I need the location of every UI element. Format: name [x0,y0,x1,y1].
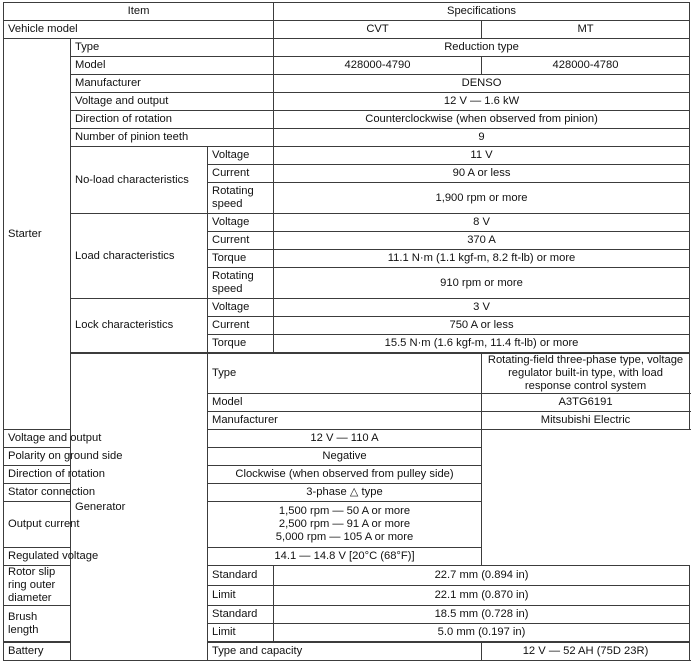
slip-ring-standard-label: Standard [208,566,274,586]
generator-type-value: Rotating-field three-phase type, voltage regulator built-in type, with load response control system [482,353,690,394]
generator-output-current-value [208,502,482,548]
starter-manufacturer-label: Manufacturer [71,75,274,93]
brush-standard-label: Standard [208,606,274,624]
starter-pinion-label: Number of pinion teeth [71,129,274,147]
generator-regulated-voltage-label: Regulated voltage [4,548,208,566]
generator-rotation-label: Direction of rotation [4,466,208,484]
starter-type-row [4,39,690,57]
noload-voltage-label: Voltage [208,147,274,165]
noload-current-label: Current [208,165,274,183]
lock-current-label: Current [208,317,274,335]
generator-polarity-row [4,448,690,466]
vehicle-model-cvt: CVT [274,21,482,39]
header-row [4,3,690,21]
generator-voltage-output-value: 12 V — 110 A [208,430,482,448]
generator-model-label: Model [208,394,482,412]
noload-voltage-value: 11 V [274,147,690,165]
starter-manufacturer-row [4,75,690,93]
header-item: Item [4,3,274,21]
header-specifications: Specifications [274,3,690,21]
load-current-label: Current [208,232,274,250]
generator-stator-label: Stator connection [4,484,208,502]
generator-voltage-output-label: Voltage and output [4,430,208,448]
generator-stator-value: 3-phase △ type [208,484,482,502]
starter-rotation-row [4,111,690,129]
noload-current-value: 90 A or less [274,165,690,183]
brush-limit-value: 5.0 mm (0.197 in) [274,624,690,643]
starter-pinion-row [4,129,690,147]
starter-model-mt: 428000-4780 [482,57,690,75]
generator-manufacturer-label: Manufacturer [208,412,482,430]
vehicle-model-label: Vehicle model [4,21,274,39]
output-current-line-3: 5,000 rpm — 105 A or more [275,531,414,543]
starter-rotation-value: Counterclockwise (when observed from pinion) [274,111,690,129]
starter-model-row [4,57,690,75]
generator-rotation-value: Clockwise (when observed from pulley side) [208,466,482,484]
starter-voltage-output-label: Voltage and output [71,93,274,111]
brush-standard-value: 18.5 mm (0.728 in) [274,606,690,624]
starter-rotation-label: Direction of rotation [71,111,274,129]
load-label: Load characteristics [71,214,208,299]
slip-ring-standard-value: 22.7 mm (0.894 in) [274,566,690,586]
generator-type-label: Type [208,353,482,394]
slip-ring-limit-label: Limit [208,586,274,606]
load-speed-label: Rotating speed [208,268,274,299]
starter-section-label: Starter [4,39,71,430]
starter-manufacturer-value: DENSO [274,75,690,93]
output-current-line-2: 2,500 rpm — 91 A or more [278,518,411,530]
lock-voltage-row [4,299,690,317]
load-voltage-row [4,214,690,232]
lock-current-value: 750 A or less [274,317,690,335]
generator-output-current-label: Output current [4,502,208,548]
lock-voltage-label: Voltage [208,299,274,317]
load-voltage-value: 8 V [274,214,690,232]
lock-label: Lock characteristics [71,299,208,354]
starter-model-cvt: 428000-4790 [274,57,482,75]
brush-label: Brush length [4,606,71,643]
vehicle-model-row [4,21,690,39]
slip-ring-limit-value: 22.1 mm (0.870 in) [274,586,690,606]
starter-voltage-output-value: 12 V — 1.6 kW [274,93,690,111]
generator-regulated-voltage-value: 14.1 — 14.8 V [20°C (68°F)] [208,548,482,566]
vehicle-model-mt: MT [482,21,690,39]
generator-voltage-output-row [4,430,690,448]
lock-voltage-value: 3 V [274,299,690,317]
noload-speed-label: Rotating speed [208,183,274,214]
load-voltage-label: Voltage [208,214,274,232]
output-current-line-1: 1,500 rpm — 50 A or more [278,505,411,517]
lock-torque-label: Torque [208,335,274,354]
brush-limit-label: Limit [208,624,274,643]
lock-torque-value: 15.5 N·m (1.6 kgf-m, 11.4 ft-lb) or more [274,335,690,354]
starter-pinion-value: 9 [274,129,690,147]
slip-ring-label: Rotor slip ring outer diameter [4,566,71,606]
starter-type-value: Reduction type [274,39,690,57]
generator-model-value: A3TG6191 [482,394,690,412]
generator-stator-row [4,484,690,502]
battery-type-label: Type and capacity [208,642,482,661]
load-speed-value: 910 rpm or more [274,268,690,299]
starter-type-label: Type [71,39,274,57]
generator-manufacturer-value: Mitsubishi Electric [482,412,690,430]
load-current-value: 370 A [274,232,690,250]
generator-type-row [4,353,690,394]
load-torque-label: Torque [208,250,274,268]
starter-model-label: Model [71,57,274,75]
battery-type-value: 12 V — 52 AH (75D 23R) [482,642,690,661]
generator-polarity-label: Polarity on ground side [4,448,208,466]
generator-regulated-voltage-row [4,548,690,566]
generator-section-label: Generator [71,353,208,661]
spec-table [3,2,690,661]
generator-rotation-row [4,466,690,484]
load-torque-value: 11.1 N·m (1.1 kgf-m, 8.2 ft-lb) or more [274,250,690,268]
noload-label: No-load characteristics [71,147,208,214]
noload-voltage-row [4,147,690,165]
battery-section-label: Battery [4,642,71,661]
starter-voltage-output-row [4,93,690,111]
noload-speed-value: 1,900 rpm or more [274,183,690,214]
generator-polarity-value: Negative [208,448,482,466]
